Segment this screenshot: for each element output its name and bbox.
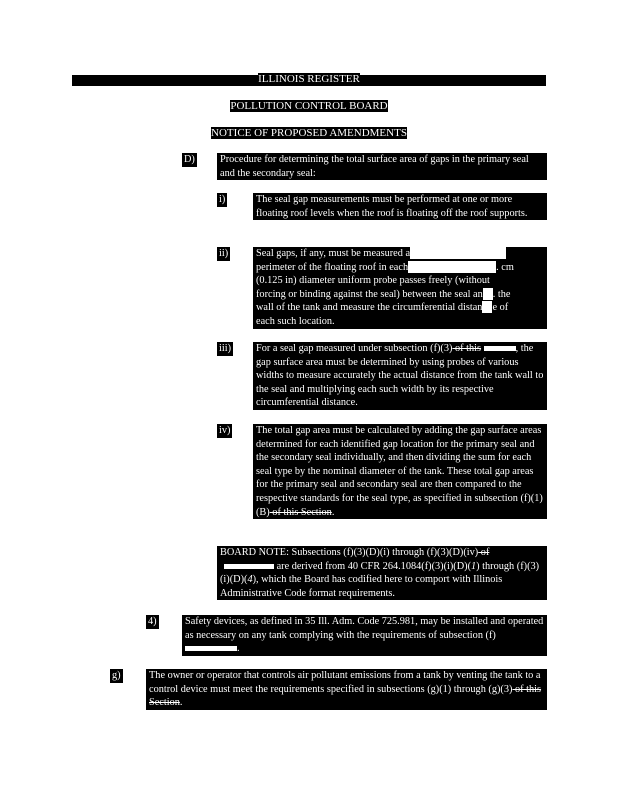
obscured-text (410, 247, 506, 259)
redacted-mark (224, 564, 274, 569)
struck-text: of this (452, 343, 482, 354)
item-ii-line-3: (0.125 in) diameter uniform probe passes freely (without (256, 275, 490, 287)
board-title: POLLUTION CONTROL BOARD (230, 100, 388, 112)
obscured-text (408, 261, 496, 273)
redacted-mark (484, 346, 516, 351)
item-ii-line-6: each such location. (256, 315, 335, 327)
section-d-label: D) (184, 154, 195, 165)
item-ii-line-2: perimeter of the floating roof in each . cm (256, 261, 514, 273)
item-iv-text: The total gap area must be calculated by adding the gap surface areas determined for each identified gap location for the primary seal and the secondary seal individually, and then dividing the sum for each seal type by the nominal diameter of the tank. These total gap areas for the primary seal and secondary seal are then compared to the respective standards for the seal type, as specified in subsection (f)(1)(B) of this Section. (253, 424, 547, 519)
item-i-text: The seal gap measurements must be performed at one or more floating roof levels when the roof is floating off the roof supports. (253, 193, 547, 220)
item-iii-label: iii) (219, 343, 232, 354)
section-d-text: Procedure for determining the total surface area of gaps in the primary seal and the secondary seal: (217, 153, 547, 180)
item-g-label: g) (112, 670, 121, 681)
item-ii-label: ii) (219, 248, 229, 259)
item-iii-text: For a seal gap measured under subsection (f)(3) of this , the gap surface area must be determined by using probes of various widths to measure accurately the actual distance from the tank wall to the seal and multiplying each such width by its respective circumferential distance. (253, 342, 547, 410)
struck-text: of (478, 547, 490, 558)
board-note: BOARD NOTE: Subsections (f)(3)(D)(i) through (f)(3)(D)(iv) of are derived from 40 CFR 264.1084(f)(3)(i)(D)(1) through (f)(3)(i)(D)(4), which the Board has codified here to comport with Illinois Administrative Code format requirements. (217, 546, 547, 600)
item-iv-label: iv) (219, 425, 231, 436)
item-4-label: 4) (148, 616, 157, 627)
obscured-text (482, 301, 492, 313)
item-4-text: Safety devices, as defined in 35 Ill. Adm. Code 725.981, may be installed and operated as necessary on any tank complying with the requirements of subsection (f) . (182, 615, 547, 656)
redacted-mark (185, 646, 237, 651)
notice-title: NOTICE OF PROPOSED AMENDMENTS (211, 127, 407, 139)
item-g-text: The owner or operator that controls air pollutant emissions from a tank by venting the tank to a control device must meet the requirements specified in subsections (g)(1) through (g)(3) of this Section. (146, 669, 547, 710)
struck-text: of this Section (149, 683, 542, 709)
item-ii-line-1: Seal gaps, if any, must be measured a (256, 247, 544, 261)
item-i-label: i) (219, 194, 226, 205)
register-title: ILLINOIS REGISTER (258, 73, 360, 85)
item-ii-line-5: wall of the tank and measure the circumferential distan e of (256, 302, 509, 314)
obscured-text (483, 288, 493, 300)
item-ii-text (253, 247, 547, 329)
item-ii-line-4: forcing or binding against the seal) between the seal an . the (256, 288, 511, 300)
struck-text: of this Section (269, 506, 332, 518)
